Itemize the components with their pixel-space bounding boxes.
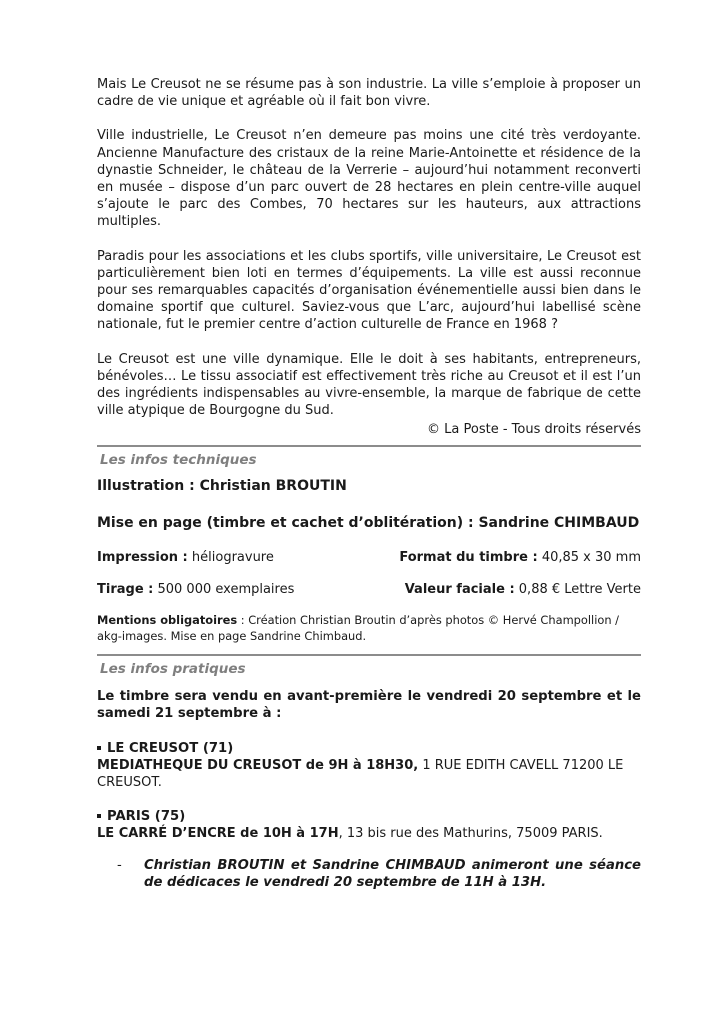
section-divider (97, 654, 641, 656)
layout-credit: Mise en page (timbre et cachet d’oblitération) : Sandrine CHIMBAUD (97, 515, 640, 532)
document-page (97, 76, 641, 892)
spec-row-2 (97, 581, 641, 598)
impression-spec (97, 549, 274, 566)
paragraph-dynamic-city: Le Creusot est une ville dynamique. Elle le doit à ses habitants, entrepreneurs, bénévoles… Le tissu associatif est effectivement très riche au Creusot et il est l’un des ingrédients indispensables au vivre-ensemble, la marque de fabrique de cette ville atypique de Bourgogne du Sud. (97, 351, 641, 419)
signing-note (97, 857, 641, 892)
location-address: , 13 bis rue des Mathurins, 75009 PARIS. (338, 825, 603, 841)
section-divider (97, 445, 641, 447)
mentions-obligatoires (97, 613, 641, 644)
location-venue: MEDIATHEQUE DU CREUSOT de 9H à 18H30, (97, 757, 419, 773)
bullet-icon (97, 814, 101, 818)
location-name: LE CREUSOT (71) (107, 740, 234, 756)
tirage-label: Tirage : (97, 582, 154, 598)
section-title-tech: Les infos techniques (100, 452, 257, 469)
format-label: Format du timbre : (399, 550, 538, 566)
tirage-spec (97, 581, 294, 598)
format-spec (399, 549, 641, 566)
tirage-value: 500 000 exemplaires (153, 582, 295, 598)
valeur-value: 0,88 € Lettre Verte (514, 582, 641, 598)
location-title (97, 740, 641, 757)
mentions-label: Mentions obligatoires (97, 613, 238, 628)
sale-intro: Le timbre sera vendu en avant-première le vendredi 20 septembre et le samedi 21 septembre à : (97, 688, 641, 722)
location-venue: LE CARRÉ D’ENCRE de 10H à 17H (97, 825, 339, 841)
signing-note-text: Christian BROUTIN et Sandrine CHIMBAUD animeront une séance de dédicaces le vendredi 20 septembre de 11H à 13H. (144, 857, 641, 891)
spec-row-1 (97, 549, 641, 566)
dash-bullet: - (117, 857, 122, 873)
copyright-line: © La Poste - Tous droits réservés (427, 422, 641, 438)
paragraph-associations: Paradis pour les associations et les clubs sportifs, ville universitaire, Le Creusot est particulièrement bien loti en termes d’équipements. La ville est aussi reconnue pour ses remarquables capacités d’organisation événementielle aussi bien dans le domaine sportif que culturel. Saviez-vous que L’arc, aujourd’hui labellisé scène nationale, fut le premier centre d’action culturelle de France en 1968 ? (97, 248, 641, 333)
impression-label: Impression : (97, 550, 188, 566)
format-value: 40,85 x 30 mm (537, 550, 641, 566)
location-details (97, 825, 641, 842)
paragraph-intro: Mais Le Creusot ne se résume pas à son industrie. La ville s’emploie à proposer un cadre de vie unique et agréable où il fait bon vivre. (97, 77, 641, 110)
section-title-practical: Les infos pratiques (100, 660, 246, 677)
impression-value: héliogravure (187, 550, 274, 566)
location-details (97, 757, 641, 791)
mentions-value: : Création Christian Broutin d’après photos © Hervé Champollion / akg-images. Mise en page Sandrine Chimbaud. (97, 613, 620, 644)
illustration-credit: Illustration : Christian BROUTIN (97, 478, 347, 495)
location-name: PARIS (75) (107, 808, 186, 824)
location-title (97, 808, 641, 825)
paragraph-industrial-city: Ville industrielle, Le Creusot n’en demeure pas moins une cité très verdoyante. Ancienne Manufacture des cristaux de la reine Marie-Antoinette et résidence de la dynastie Schneider, le château de la Verrerie – aujourd’hui notamment reconverti en musée – dispose d’un parc ouvert de 28 hectares en plein centre-ville auquel s’ajoute le parc des Combes, 70 hectares sur les hauteurs, aux attractions multiples. (97, 128, 641, 230)
valeur-spec (405, 581, 641, 598)
bullet-icon (97, 746, 101, 750)
location-address: 1 RUE EDITH CAVELL 71200 LE CREUSOT. (97, 757, 624, 790)
valeur-label: Valeur faciale : (404, 582, 515, 598)
